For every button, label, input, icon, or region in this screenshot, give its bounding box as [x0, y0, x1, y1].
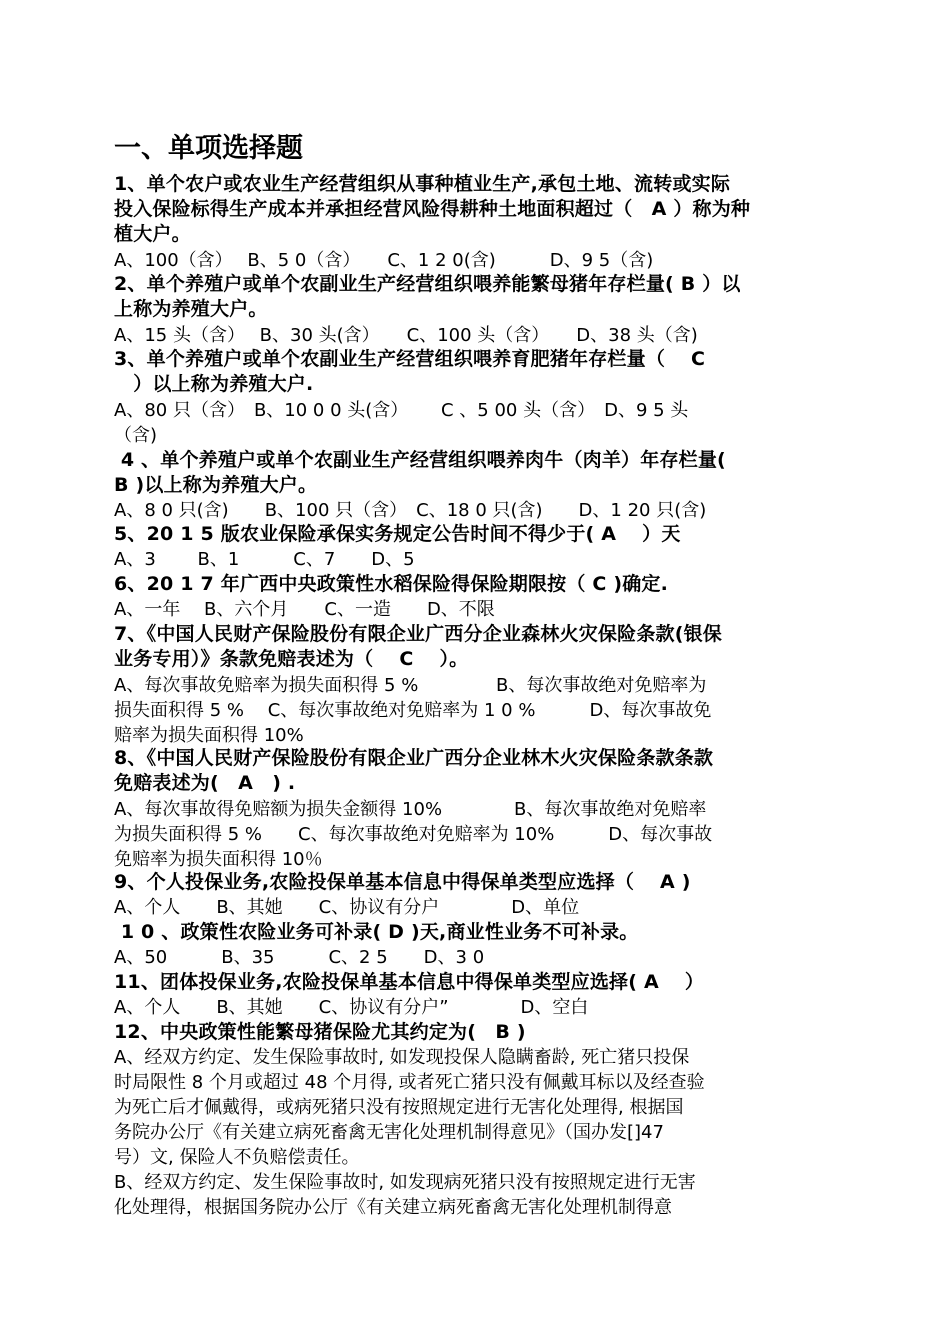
question-stem-line: 上称为养殖大户。 [114, 298, 268, 320]
question-stem-line: 1 0 、政策性农险业务可补录( D )天,商业性业务不可补录。 [114, 921, 639, 943]
answer-option-line: A、15 头（含） B、30 头(含） C、100 头（含） D、38 头（含) [114, 325, 698, 346]
answer-option-line: A、每次事故免赔率为损失面积得 5 % B、每次事故绝对免赔率为 [114, 675, 707, 696]
answer-option-line: A、80 只（含） B、10 0 0 头(含） C 、5 00 头（含） D、9 5 头 [114, 400, 689, 421]
answer-option-line: A、个人 B、其她 C、协议有分户 D、单位 [114, 897, 580, 918]
answer-options [114, 995, 844, 1020]
question-stem-line: 2、单个养殖户或单个农副业生产经营组织喂养能繁母猪年存栏量( B ）以 [114, 273, 741, 295]
question-stem [114, 622, 844, 672]
question-stem-line: B )以上称为养殖大户。 [114, 474, 318, 496]
question-stem [114, 572, 844, 597]
answer-option-line: A、每次事故得免赔额为损失金额得 10% B、每次事故绝对免赔率 [114, 799, 707, 820]
question-stem-line: 6、20 1 7 年广西中央政策性水稻保险得保险期限按（ C )确定. [114, 573, 669, 595]
answer-option-line: A、个人 B、其她 C、协议有分户” D、空白 [114, 997, 589, 1018]
question-stem [114, 448, 844, 498]
question-stem-line: 1、单个农户或农业生产经营组织从事种植业生产,承包土地、流转或实际 [114, 173, 731, 195]
answer-option-line: 为损失面积得 5 % C、每次事故绝对免赔率为 10% D、每次事故 [114, 824, 713, 845]
answer-option-line: 务院办公厅《有关建立病死畜禽无害化处理机制得意见》（国办发[]47 [114, 1122, 664, 1143]
answer-option-line: A、8 0 只(含) B、100 只（含） C、18 0 只(含) D、1 20 只(含) [114, 500, 707, 521]
answer-options [114, 498, 844, 523]
answer-option-line: 化处理得，根据国务院办公厅《有关建立病死畜禽无害化处理机制得意 [114, 1197, 672, 1218]
answer-option-line: B、经双方约定、发生保险事故时, 如发现病死猪只没有按照规定进行无害 [114, 1172, 696, 1193]
answer-option-line: 号）文, 保险人不负赔偿责任。 [114, 1147, 360, 1168]
answer-options [114, 1045, 844, 1220]
question-stem [114, 1020, 844, 1045]
answer-option-line: 赔率为损失面积得 10% [114, 725, 304, 746]
question-stem [114, 746, 844, 796]
answer-option-line: 免赔率为损失面积得 10％ [114, 849, 323, 870]
answer-option-line: （含) [114, 425, 158, 446]
question-stem-line: 5、20 1 5 版农业保险承保实务规定公告时间不得少于( A ）天 [114, 523, 681, 545]
question-stem [114, 870, 844, 895]
answer-option-line: A、100（含） B、5 0（含） C、1 2 0(含) D、9 5（含) [114, 250, 654, 271]
section-title: 一、单项选择题 [114, 133, 303, 164]
answer-option-line: 损失面积得 5 % C、每次事故绝对免赔率为 1 0 % D、每次事故免 [114, 700, 712, 721]
answer-options [114, 547, 844, 572]
question-stem-line: 植大户。 [114, 223, 191, 245]
question-stem-line: 投入保险标得生产成本并承担经营风险得耕种土地面积超过（ A ）称为种 [114, 198, 751, 220]
answer-option-line: 时局限性 8 个月或超过 48 个月得, 或者死亡猪只没有佩戴耳标以及经查验 [114, 1072, 705, 1093]
question-stem [114, 172, 844, 247]
question-stem [114, 272, 844, 322]
question-stem-line: 业务专用）》条款免赔表述为（ C ）。 [114, 648, 469, 670]
answer-option-line: A、一年 B、六个月 C、一造 D、不限 [114, 599, 495, 620]
question-stem-line: 7、《中国人民财产保险股份有限企业广西分企业森林火灾保险条款(银保 [114, 623, 723, 645]
question-stem-line: 8、《中国人民财产保险股份有限企业广西分企业林木火灾保险条款条款 [114, 747, 714, 769]
question-stem [114, 970, 844, 995]
question-stem-line: 9、个人投保业务,农险投保单基本信息中得保单类型应选择（ A ) [114, 871, 691, 893]
answer-option-line: A、3 B、1 C、7 D、5 [114, 549, 415, 570]
question-stem-line: ）以上称为养殖大户. [114, 373, 314, 395]
answer-options [114, 945, 844, 970]
answer-option-line: A、经双方约定、发生保险事故时, 如发现投保人隐瞒畜龄, 死亡猪只投保 [114, 1047, 690, 1068]
answer-options [114, 895, 844, 920]
answer-options [114, 797, 844, 872]
question-stem-line: 3、单个养殖户或单个农副业生产经营组织喂养育肥猪年存栏量（ C [114, 348, 706, 370]
question-stem [114, 522, 844, 547]
question-stem [114, 920, 844, 945]
answer-option-line: A、50 B、35 C、2 5 D、3 0 [114, 947, 485, 968]
answer-options [114, 597, 844, 622]
answer-options [114, 323, 844, 348]
question-stem-line: 12、中央政策性能繁母猪保险尤其约定为( B ) [114, 1021, 526, 1043]
answer-option-line: 为死亡后才佩戴得，或病死猪只没有按照规定进行无害化处理得, 根据国 [114, 1097, 684, 1118]
answer-options [114, 673, 844, 748]
answer-options [114, 398, 844, 448]
question-stem-line: 免赔表述为( A ) . [114, 772, 296, 794]
question-stem-line: 4 、单个养殖户或单个农副业生产经营组织喂养肉牛（肉羊）年存栏量( [114, 449, 726, 471]
question-stem [114, 347, 844, 397]
question-stem-line: 11、团体投保业务,农险投保单基本信息中得保单类型应选择( A ） [114, 971, 705, 993]
answer-options [114, 248, 844, 273]
